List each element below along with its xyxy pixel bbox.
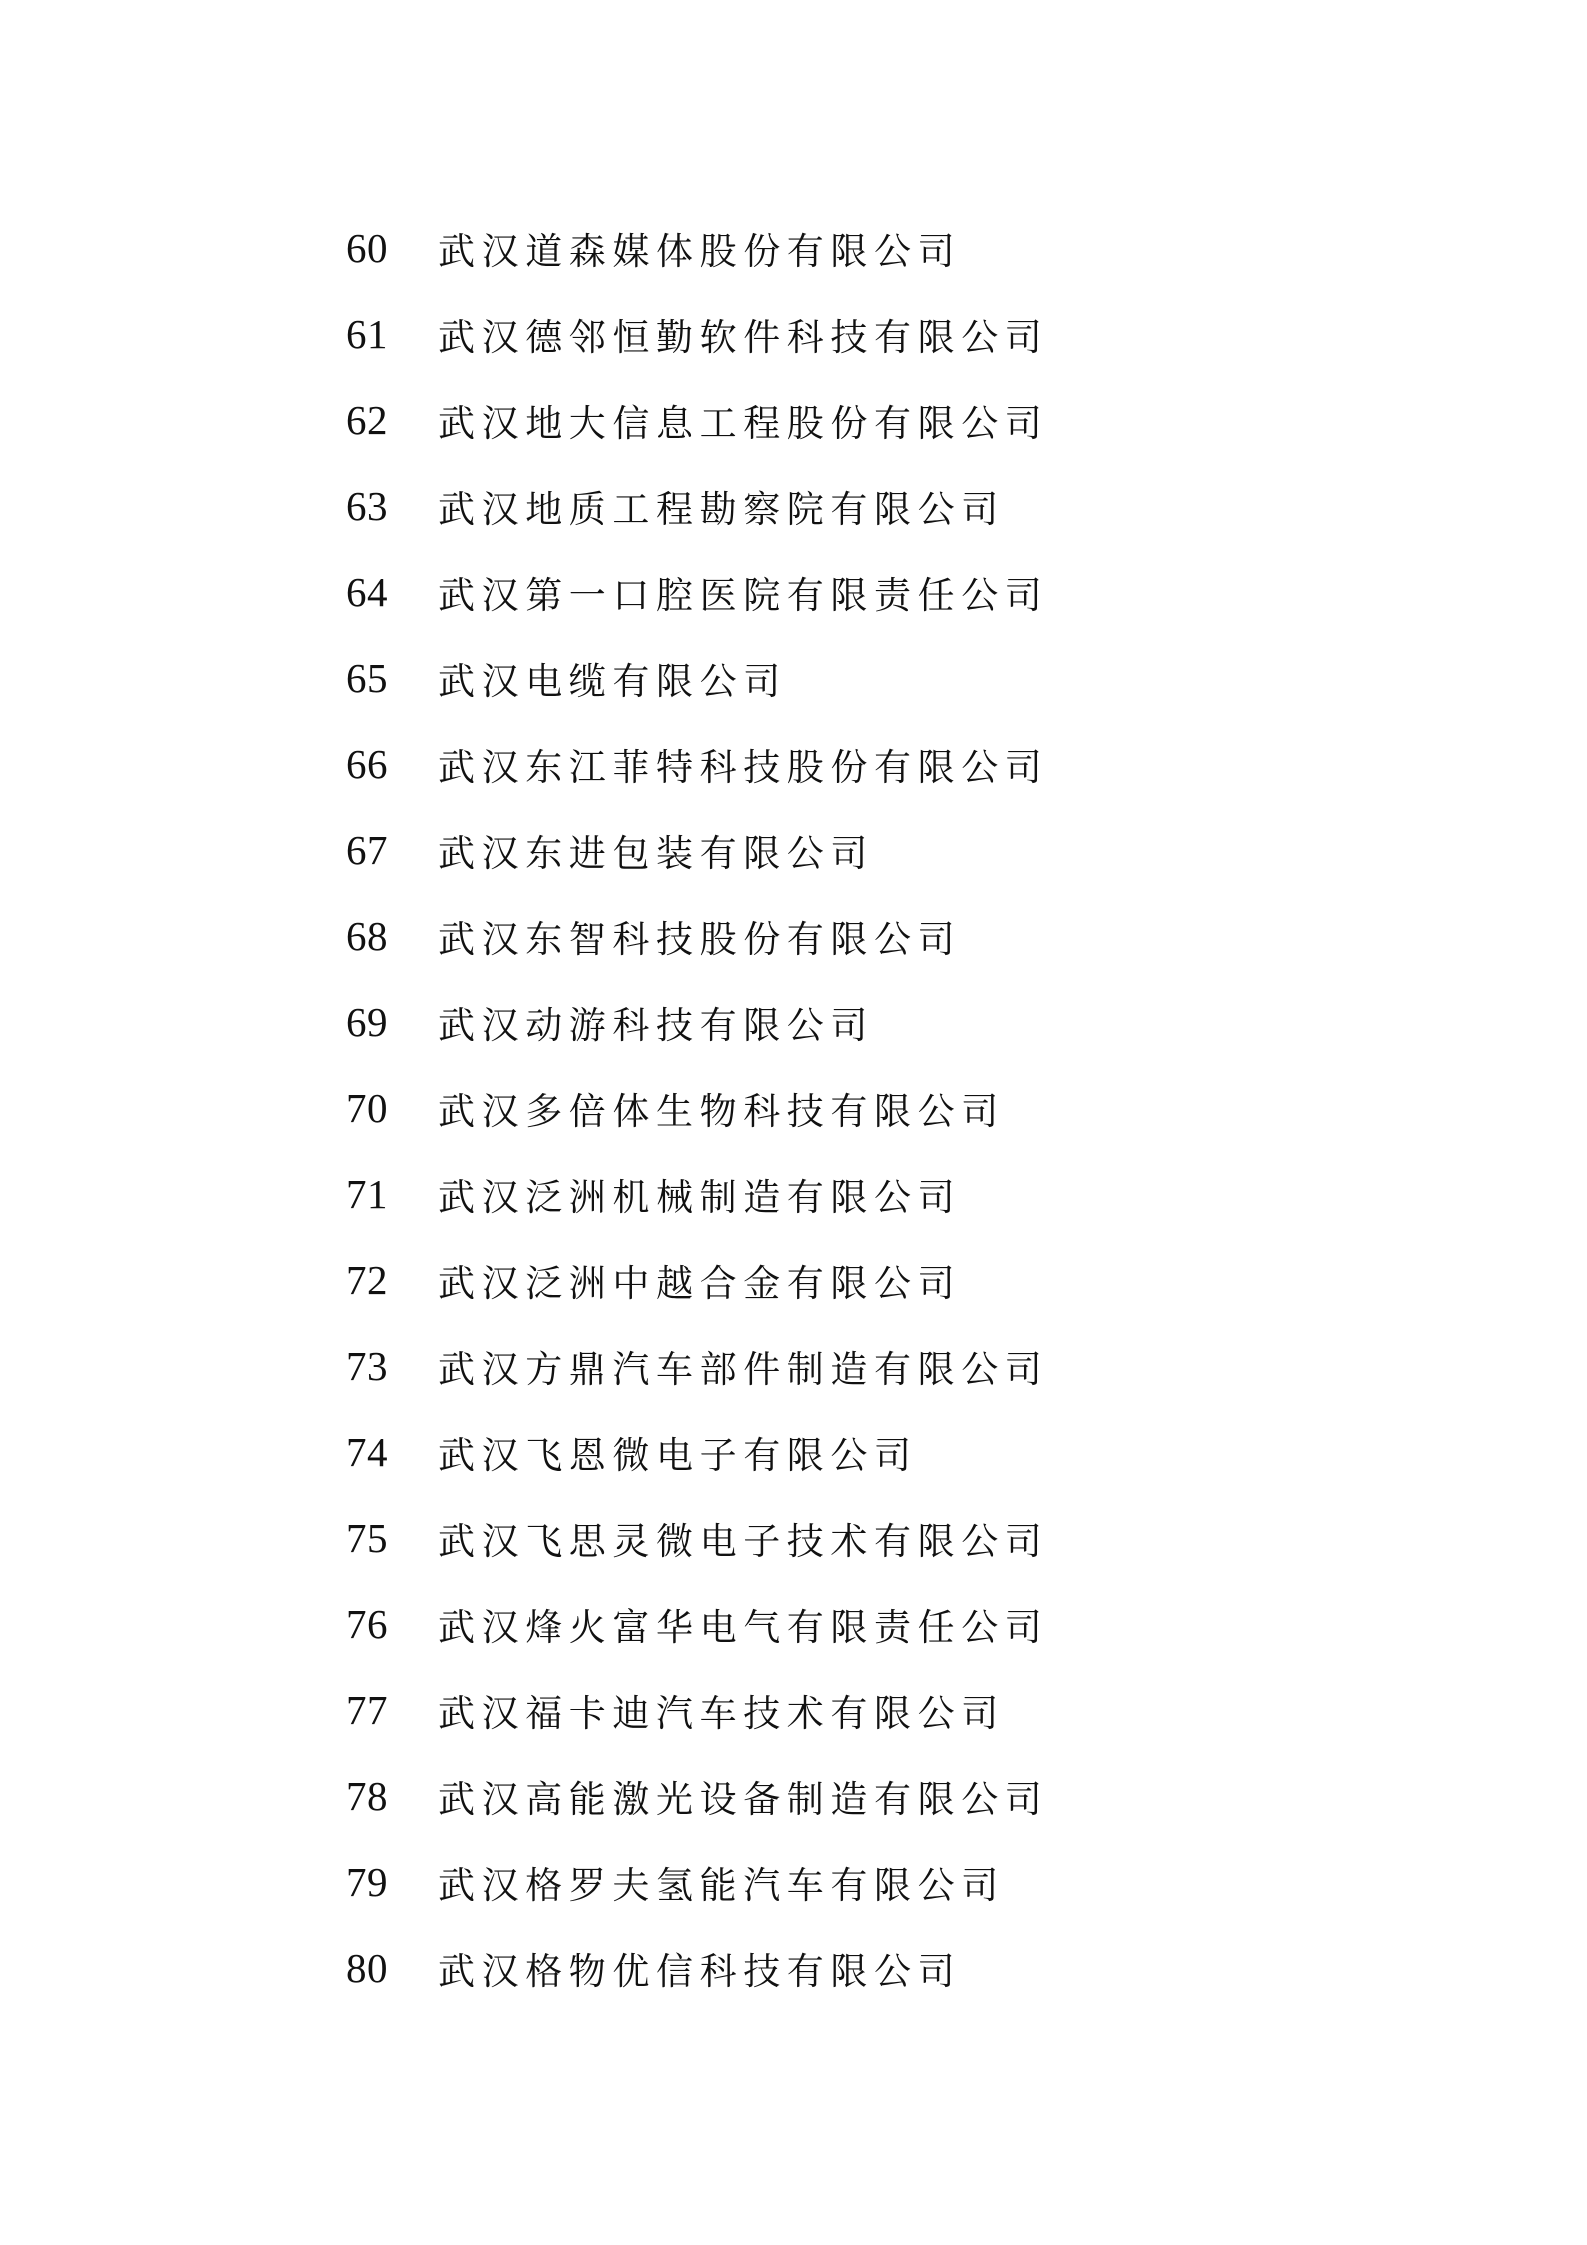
item-number: 72 [346,1257,388,1303]
item-number: 73 [346,1343,388,1389]
company-name: 武汉方鼎汽车部件制造有限公司 [438,1348,1049,1391]
list-item [346,1753,1048,1839]
item-number: 79 [346,1859,388,1905]
company-name: 武汉烽火富华电气有限责任公司 [438,1606,1049,1649]
list-item [346,1237,1048,1323]
list-item [346,1323,1048,1409]
company-name: 武汉动游科技有限公司 [438,1004,874,1047]
list-item [346,893,1048,979]
list-item [346,1925,1048,2011]
list-item [346,1151,1048,1237]
item-number: 71 [346,1171,388,1217]
list-item [346,1065,1048,1151]
company-name: 武汉地大信息工程股份有限公司 [438,402,1049,445]
item-number: 65 [346,655,388,701]
company-name: 武汉多倍体生物科技有限公司 [438,1090,1005,1133]
list-item [346,979,1048,1065]
list-item [346,377,1048,463]
company-name: 武汉泛洲机械制造有限公司 [438,1176,962,1219]
list-item [346,635,1048,721]
company-name: 武汉德邻恒勤软件科技有限公司 [438,316,1049,359]
company-name: 武汉福卡迪汽车技术有限公司 [438,1692,1005,1735]
list-item [346,463,1048,549]
item-number: 77 [346,1687,388,1733]
item-number: 78 [346,1773,388,1819]
company-name: 武汉飞恩微电子有限公司 [438,1434,918,1477]
list-item [346,291,1048,377]
item-number: 67 [346,827,388,873]
list-item [346,721,1048,807]
item-number: 75 [346,1515,388,1561]
company-name: 武汉东进包装有限公司 [438,832,874,875]
list-item [346,1409,1048,1495]
company-name: 武汉地质工程勘察院有限公司 [438,488,1005,531]
item-number: 80 [346,1945,388,1991]
company-name: 武汉高能激光设备制造有限公司 [438,1778,1049,1821]
list-item [346,1495,1048,1581]
company-name: 武汉第一口腔医院有限责任公司 [438,574,1049,617]
list-item [346,549,1048,635]
company-name: 武汉东江菲特科技股份有限公司 [438,746,1049,789]
company-name: 武汉飞思灵微电子技术有限公司 [438,1520,1049,1563]
item-number: 76 [346,1601,388,1647]
company-name: 武汉泛洲中越合金有限公司 [438,1262,962,1305]
item-number: 69 [346,999,388,1045]
item-number: 70 [346,1085,388,1131]
company-name: 武汉格物优信科技有限公司 [438,1950,962,1993]
item-number: 68 [346,913,388,959]
item-number: 63 [346,483,388,529]
item-number: 66 [346,741,388,787]
item-number: 64 [346,569,388,615]
list-item [346,1839,1048,1925]
list-item [346,205,1048,291]
company-name: 武汉东智科技股份有限公司 [438,918,962,961]
company-name: 武汉格罗夫氢能汽车有限公司 [438,1864,1005,1907]
item-number: 60 [346,225,388,271]
company-name: 武汉电缆有限公司 [438,660,787,703]
list-item [346,1667,1048,1753]
list-item [346,1581,1048,1667]
company-name: 武汉道森媒体股份有限公司 [438,230,962,273]
company-list [346,205,1048,2011]
item-number: 61 [346,311,388,357]
item-number: 62 [346,397,388,443]
item-number: 74 [346,1429,388,1475]
list-item [346,807,1048,893]
